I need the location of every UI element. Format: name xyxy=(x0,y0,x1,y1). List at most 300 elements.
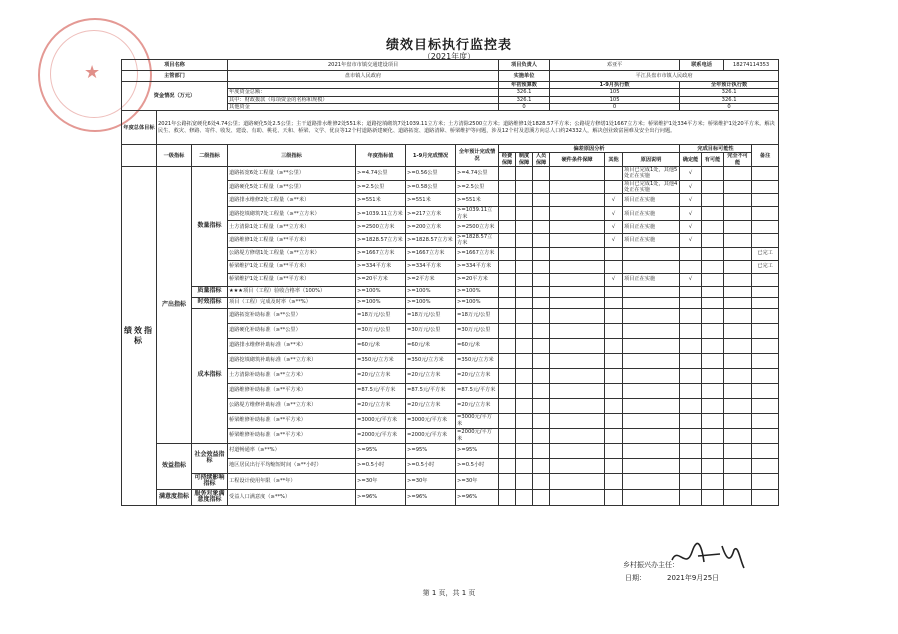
feasibility-maybe xyxy=(702,167,724,181)
group-timeliness: 时效指标 xyxy=(192,297,228,308)
deviation-other xyxy=(605,338,623,353)
forecast-value: =60元/米 xyxy=(456,338,499,353)
progress-value: >=2平方米 xyxy=(406,273,456,286)
annual-target: =60元/米 xyxy=(356,338,406,353)
remark xyxy=(752,194,779,207)
deviation-cell xyxy=(550,308,605,323)
funds-row-label: 年度资金总额： xyxy=(228,89,499,96)
deviation-reason xyxy=(623,428,680,443)
feasibility-sure xyxy=(680,308,702,323)
feasibility-no xyxy=(724,353,752,368)
feasibility-maybe xyxy=(702,413,724,428)
annual-target: >=334平方米 xyxy=(356,260,406,273)
deviation-other xyxy=(605,323,623,338)
deviation-cell xyxy=(550,207,605,221)
deviation-reason xyxy=(623,458,680,473)
funds-budget: 326.1 xyxy=(499,89,550,96)
feasibility-sure xyxy=(680,297,702,308)
deviation-cell xyxy=(550,194,605,207)
remark xyxy=(752,167,779,181)
deviation-cell xyxy=(516,180,533,194)
phone: 18274114353 xyxy=(724,60,779,71)
indicator-name: 公路堤方修缮1处工程量（≥**立方米） xyxy=(228,247,356,260)
progress-value: >=0.5小时 xyxy=(406,458,456,473)
funds-row-label: 其中：财政拨款（每项资金的名称和规模） xyxy=(228,96,499,103)
forecast-value: >=95% xyxy=(456,443,499,458)
deviation-cell xyxy=(516,273,533,286)
remark xyxy=(752,473,779,489)
annual-target: >=0.5小时 xyxy=(356,458,406,473)
progress-value: >=0.56公里 xyxy=(406,167,456,181)
deviation-cell xyxy=(550,489,605,505)
feasibility-maybe xyxy=(702,273,724,286)
feasibility-no xyxy=(724,368,752,383)
deviation-other xyxy=(605,247,623,260)
indicator-name: 道路拓宽补助标准（≥**公里） xyxy=(228,308,356,323)
remark xyxy=(752,273,779,286)
feasibility-no xyxy=(724,428,752,443)
deviation-other xyxy=(605,368,623,383)
head-level3: 三级指标 xyxy=(228,145,356,167)
forecast-value: >=96% xyxy=(456,489,499,505)
deviation-cell xyxy=(499,489,516,505)
forecast-value: >=100% xyxy=(456,297,499,308)
deviation-cell xyxy=(516,368,533,383)
indicator-row xyxy=(122,167,779,181)
deviation-cell xyxy=(550,233,605,247)
deviation-cell xyxy=(550,353,605,368)
progress-value: >=1667立方米 xyxy=(406,247,456,260)
indicator-name: 土方清除1处工程量（≥**立方米） xyxy=(228,220,356,233)
deviation-reason: 项目正在实施 xyxy=(623,273,680,286)
annual-target: >=100% xyxy=(356,297,406,308)
deviation-reason: 项目正在实施 xyxy=(623,207,680,221)
deviation-other xyxy=(605,443,623,458)
project-row xyxy=(122,60,779,71)
deviation-cell xyxy=(533,260,550,273)
head-progress: 1-9月完成情况 xyxy=(406,145,456,167)
feasibility-no xyxy=(724,338,752,353)
remark xyxy=(752,338,779,353)
deviation-cell xyxy=(516,308,533,323)
progress-value: >=100% xyxy=(406,297,456,308)
deviation-reason: 项目正在实施 xyxy=(623,194,680,207)
deviation-reason xyxy=(623,308,680,323)
forecast-value: >=1828.57立方米 xyxy=(456,233,499,247)
feasibility-sure xyxy=(680,383,702,398)
deviation-cell xyxy=(516,383,533,398)
deviation-cell xyxy=(550,368,605,383)
deviation-cell xyxy=(516,473,533,489)
deviation-other xyxy=(605,260,623,273)
deviation-other xyxy=(605,473,623,489)
feasibility-no xyxy=(724,220,752,233)
deviation-cell xyxy=(499,443,516,458)
deviation-reason: 项目已完成1处，其他5处正在实施 xyxy=(623,167,680,181)
feasibility-sure xyxy=(680,247,702,260)
forecast-value: >=334平方米 xyxy=(456,260,499,273)
deviation-cell xyxy=(550,338,605,353)
deviation-other: √ xyxy=(605,233,623,247)
deviation-cell xyxy=(550,443,605,458)
deviation-cell xyxy=(550,247,605,260)
annual-goal-text: 2021年公路拓宽硬化6处4.74公里；道路硬化5处2.5公里；主干道路排水维修2处551米；道路挖填砌筑7处1039.11立方米；土方清除2500立方米；道路维修1处1828.57平方米；公路堤方修缮1处1667立方米；桥梁维护1处334平方米；桥梁维护1处20平方米。解决民生、救灾、修路、寄件、收发、建设、有助、桃花、天和、桥梁、文学、优良等12个村道路新建硬化、道路拓宽、道路清障、桥梁维护等问题，涉及12个村及恩溪方向总人口约24332人，解决创业致富困难及安全出行问题。 xyxy=(157,111,779,145)
forecast-value: >=4.74公里 xyxy=(456,167,499,181)
deviation-cell xyxy=(499,338,516,353)
deviation-cell xyxy=(550,473,605,489)
deviation-cell xyxy=(533,383,550,398)
deviation-other xyxy=(605,413,623,428)
deviation-cell xyxy=(499,286,516,297)
leader-label: 项目负责人 xyxy=(499,60,550,71)
progress-value: >=0.58公里 xyxy=(406,180,456,194)
annual-target: =3000元/平方米 xyxy=(356,413,406,428)
remark xyxy=(752,428,779,443)
deviation-cell xyxy=(499,297,516,308)
head-dev-staff: 人员保障 xyxy=(533,153,550,167)
deviation-cell xyxy=(516,398,533,413)
deviation-cell xyxy=(533,458,550,473)
feasibility-no xyxy=(724,383,752,398)
funds-col-actual: 1-9月执行数 xyxy=(550,82,680,89)
deviation-reason xyxy=(623,260,680,273)
funds-row-label: 其他资金 xyxy=(228,103,499,110)
remark xyxy=(752,220,779,233)
deviation-other: √ xyxy=(605,207,623,221)
funds-header-row xyxy=(122,82,779,89)
group-satisfaction: 满意度指标 xyxy=(157,489,192,505)
deviation-other xyxy=(605,489,623,505)
indicator-name: 项目（工程）完成及时率（≥**%） xyxy=(228,297,356,308)
forecast-value: >=1039.11立方米 xyxy=(456,207,499,221)
deviation-cell xyxy=(550,260,605,273)
deviation-cell xyxy=(499,273,516,286)
deviation-cell xyxy=(499,194,516,207)
progress-value: >=100% xyxy=(406,286,456,297)
feasibility-no xyxy=(724,260,752,273)
deviation-reason xyxy=(623,398,680,413)
forecast-value: >=20平方米 xyxy=(456,273,499,286)
phone-label: 联系电话 xyxy=(680,60,724,71)
seal-star-icon: ★ xyxy=(84,62,101,83)
feasibility-no xyxy=(724,167,752,181)
deviation-cell xyxy=(533,443,550,458)
feasibility-maybe xyxy=(702,323,724,338)
indicator-row xyxy=(122,443,779,458)
feasibility-no xyxy=(724,398,752,413)
forecast-value: =18万元/公里 xyxy=(456,308,499,323)
remark xyxy=(752,207,779,221)
forecast-value: >=1667立方米 xyxy=(456,247,499,260)
deviation-reason: 项目已完成1处，其他4处正在实施 xyxy=(623,180,680,194)
feasibility-sure: √ xyxy=(680,194,702,207)
feasibility-maybe xyxy=(702,260,724,273)
feasibility-no xyxy=(724,473,752,489)
feasibility-maybe xyxy=(702,220,724,233)
indicator-head-row xyxy=(122,145,779,153)
deviation-cell xyxy=(550,323,605,338)
deviation-cell xyxy=(516,489,533,505)
deviation-cell xyxy=(499,398,516,413)
feasibility-sure: √ xyxy=(680,180,702,194)
feasibility-sure: √ xyxy=(680,233,702,247)
forecast-value: >=2.5公里 xyxy=(456,180,499,194)
indicator-name: 道路排水维修补助标准（≥**米） xyxy=(228,338,356,353)
document-subtitle: （2021年度） xyxy=(422,52,476,61)
group-quantity: 数量指标 xyxy=(192,167,228,286)
remark xyxy=(752,368,779,383)
deviation-cell xyxy=(516,260,533,273)
feasibility-no xyxy=(724,323,752,338)
annual-target: =20元/立方米 xyxy=(356,398,406,413)
date-label: 日期： xyxy=(625,574,646,582)
funds-header-blank xyxy=(228,82,499,89)
progress-value: =18万元/公里 xyxy=(406,308,456,323)
funds-actual: 0 xyxy=(550,103,680,110)
feasibility-sure xyxy=(680,473,702,489)
deviation-reason xyxy=(623,247,680,260)
remark: 已完工 xyxy=(752,260,779,273)
deviation-cell xyxy=(533,353,550,368)
deviation-other: √ xyxy=(605,194,623,207)
deviation-reason xyxy=(623,383,680,398)
feasibility-sure xyxy=(680,398,702,413)
progress-value: >=217立方米 xyxy=(406,207,456,221)
impl-label: 实施单位 xyxy=(499,71,550,82)
deviation-cell xyxy=(516,167,533,181)
funds-budget: 326.1 xyxy=(499,96,550,103)
feasibility-no xyxy=(724,413,752,428)
deviation-cell xyxy=(516,286,533,297)
deviation-cell xyxy=(499,473,516,489)
annual-target: >=20平方米 xyxy=(356,273,406,286)
indicator-name: 桥梁维护1处工程量（≥**平方米） xyxy=(228,273,356,286)
feasibility-maybe xyxy=(702,368,724,383)
head-remark: 备注 xyxy=(752,145,779,167)
forecast-value: =30万元/公里 xyxy=(456,323,499,338)
document-title: 绩效目标执行监控表 xyxy=(385,38,512,53)
annual-target: >=95% xyxy=(356,443,406,458)
head-dev-reason: 原因说明 xyxy=(623,153,680,167)
dept: 盘市镇人民政府 xyxy=(228,71,499,82)
deviation-cell xyxy=(533,207,550,221)
head-forecast: 全年预计完成情况 xyxy=(456,145,499,167)
deviation-cell xyxy=(533,338,550,353)
funds-budget: 0 xyxy=(499,103,550,110)
deviation-cell xyxy=(516,194,533,207)
deviation-cell xyxy=(533,194,550,207)
funds-forecast: 0 xyxy=(680,103,779,110)
indicator-row xyxy=(122,297,779,308)
forecast-value: >=30年 xyxy=(456,473,499,489)
funds-forecast: 326.1 xyxy=(680,96,779,103)
deviation-other xyxy=(605,167,623,181)
project-name: 2021年盘市市镇交通建设项目 xyxy=(228,60,499,71)
deviation-cell xyxy=(516,443,533,458)
indicator-name: 道路维修1处工程量（≥**平方米） xyxy=(228,233,356,247)
deviation-cell xyxy=(533,398,550,413)
feasibility-sure xyxy=(680,260,702,273)
funds-forecast: 326.1 xyxy=(680,89,779,96)
remark xyxy=(752,233,779,247)
deviation-other xyxy=(605,297,623,308)
supervisor-label: 乡村振兴办主任： xyxy=(623,561,679,569)
deviation-cell xyxy=(533,167,550,181)
deviation-cell xyxy=(533,413,550,428)
deviation-reason xyxy=(623,368,680,383)
feasibility-sure: √ xyxy=(680,207,702,221)
deviation-cell xyxy=(516,428,533,443)
forecast-value: =20元/立方米 xyxy=(456,368,499,383)
feasibility-maybe xyxy=(702,428,724,443)
group-cost: 成本指标 xyxy=(192,308,228,443)
annual-target: >=4.74公里 xyxy=(356,167,406,181)
indicator-name: 工程设计使用年限（≥**年） xyxy=(228,473,356,489)
progress-value: =3000元/平方米 xyxy=(406,413,456,428)
indicator-name: 桥梁维修补助标准（≥**平方米） xyxy=(228,413,356,428)
indicator-name: 土方清除补助标准（≥**立方米） xyxy=(228,368,356,383)
deviation-cell xyxy=(516,233,533,247)
remark xyxy=(752,443,779,458)
impl: 平江县盘市市镇人民政府 xyxy=(550,71,779,82)
indicator-name: ★★★项目（工程）验收合格率（100%） xyxy=(228,286,356,297)
annual-target: =87.5元/平方米 xyxy=(356,383,406,398)
deviation-cell xyxy=(533,368,550,383)
leader: 邓亚平 xyxy=(550,60,680,71)
progress-value: >=1828.57立方米 xyxy=(406,233,456,247)
deviation-cell xyxy=(550,180,605,194)
feasibility-sure xyxy=(680,428,702,443)
deviation-reason xyxy=(623,286,680,297)
annual-target: =18万元/公里 xyxy=(356,308,406,323)
funds-col-budget: 年初预算数 xyxy=(499,82,550,89)
deviation-cell xyxy=(516,207,533,221)
remark xyxy=(752,398,779,413)
feasibility-maybe xyxy=(702,247,724,260)
funds-label: 资金情况（万元） xyxy=(122,82,228,111)
annual-target: >=551米 xyxy=(356,194,406,207)
handwritten-signature xyxy=(668,540,748,574)
deviation-cell xyxy=(533,489,550,505)
annual-target: >=96% xyxy=(356,489,406,505)
feasibility-maybe xyxy=(702,297,724,308)
sign-date: 2021年9月25日 xyxy=(667,574,720,582)
feasibility-sure xyxy=(680,413,702,428)
progress-value: >=30年 xyxy=(406,473,456,489)
deviation-cell xyxy=(516,338,533,353)
progress-value: >=334平方米 xyxy=(406,260,456,273)
forecast-value: =20元/立方米 xyxy=(456,398,499,413)
feasibility-sure xyxy=(680,323,702,338)
annual-target: =20元/立方米 xyxy=(356,368,406,383)
head-feasibility: 完成目标可能性 xyxy=(680,145,752,153)
progress-value: =30万元/公里 xyxy=(406,323,456,338)
head-annual-target: 年度指标值 xyxy=(356,145,406,167)
indicator-name: 公路堤方维修补助标准（≥**立方米） xyxy=(228,398,356,413)
feasibility-maybe xyxy=(702,207,724,221)
deviation-other: √ xyxy=(605,220,623,233)
deviation-other xyxy=(605,398,623,413)
feasibility-sure xyxy=(680,286,702,297)
group-social: 社会效益指标 xyxy=(192,443,228,473)
deviation-other xyxy=(605,286,623,297)
indicator-name: 道路拓宽6处工程量（≥**公里） xyxy=(228,167,356,181)
monitoring-table xyxy=(121,59,779,506)
indicator-row xyxy=(122,489,779,505)
progress-value: =350元/立方米 xyxy=(406,353,456,368)
deviation-cell xyxy=(533,323,550,338)
deviation-other xyxy=(605,353,623,368)
feasibility-sure xyxy=(680,458,702,473)
deviation-cell xyxy=(533,308,550,323)
annual-target: >=2500立方米 xyxy=(356,220,406,233)
deviation-other xyxy=(605,428,623,443)
deviation-cell xyxy=(533,233,550,247)
head-dev-system: 制度保障 xyxy=(516,153,533,167)
deviation-cell xyxy=(550,286,605,297)
annual-target: >=1828.57立方米 xyxy=(356,233,406,247)
feasibility-no xyxy=(724,458,752,473)
indicator-name: 道路排水维修2处工程量（≥**米） xyxy=(228,194,356,207)
head-deviation: 偏差原因分析 xyxy=(499,145,680,153)
feasibility-maybe xyxy=(702,383,724,398)
deviation-cell xyxy=(499,458,516,473)
progress-value: =20元/立方米 xyxy=(406,368,456,383)
indicator-name: 道路维修补助标准（≥**平方米） xyxy=(228,383,356,398)
feasibility-maybe xyxy=(702,233,724,247)
remark: 已完工 xyxy=(752,247,779,260)
head-feas-no: 完全不可能 xyxy=(724,153,752,167)
indicator-name: 桥梁维修补助标准（≥**平方米） xyxy=(228,428,356,443)
deviation-reason xyxy=(623,473,680,489)
indicator-row xyxy=(122,308,779,323)
deviation-cell xyxy=(499,308,516,323)
deviation-cell xyxy=(499,413,516,428)
feasibility-no xyxy=(724,233,752,247)
indicator-row xyxy=(122,286,779,297)
feasibility-sure xyxy=(680,338,702,353)
feasibility-maybe xyxy=(702,180,724,194)
remark xyxy=(752,413,779,428)
deviation-reason xyxy=(623,338,680,353)
group-service: 服务对象满意度指标 xyxy=(192,489,228,505)
indicator-name: 道路硬化补助标准（≥**公里） xyxy=(228,323,356,338)
head-dev-other: 其他 xyxy=(605,153,623,167)
deviation-reason xyxy=(623,489,680,505)
deviation-cell xyxy=(499,353,516,368)
indicator-name: 村道畅通率（≥**%） xyxy=(228,443,356,458)
remark xyxy=(752,353,779,368)
feasibility-sure: √ xyxy=(680,167,702,181)
deviation-cell xyxy=(533,473,550,489)
annual-target: =2000元/平方米 xyxy=(356,428,406,443)
funds-actual: 105 xyxy=(550,96,680,103)
feasibility-sure xyxy=(680,353,702,368)
group-sustain: 可持续影响指标 xyxy=(192,473,228,489)
deviation-cell xyxy=(499,207,516,221)
forecast-value: =350元/立方米 xyxy=(456,353,499,368)
deviation-cell xyxy=(499,383,516,398)
deviation-cell xyxy=(499,247,516,260)
dept-label: 主管部门 xyxy=(122,71,228,82)
feasibility-maybe xyxy=(702,489,724,505)
progress-value: =20元/立方米 xyxy=(406,398,456,413)
deviation-cell xyxy=(499,368,516,383)
forecast-value: =2000元/平方米 xyxy=(456,428,499,443)
funds-actual: 105 xyxy=(550,89,680,96)
remark xyxy=(752,297,779,308)
deviation-cell xyxy=(550,383,605,398)
